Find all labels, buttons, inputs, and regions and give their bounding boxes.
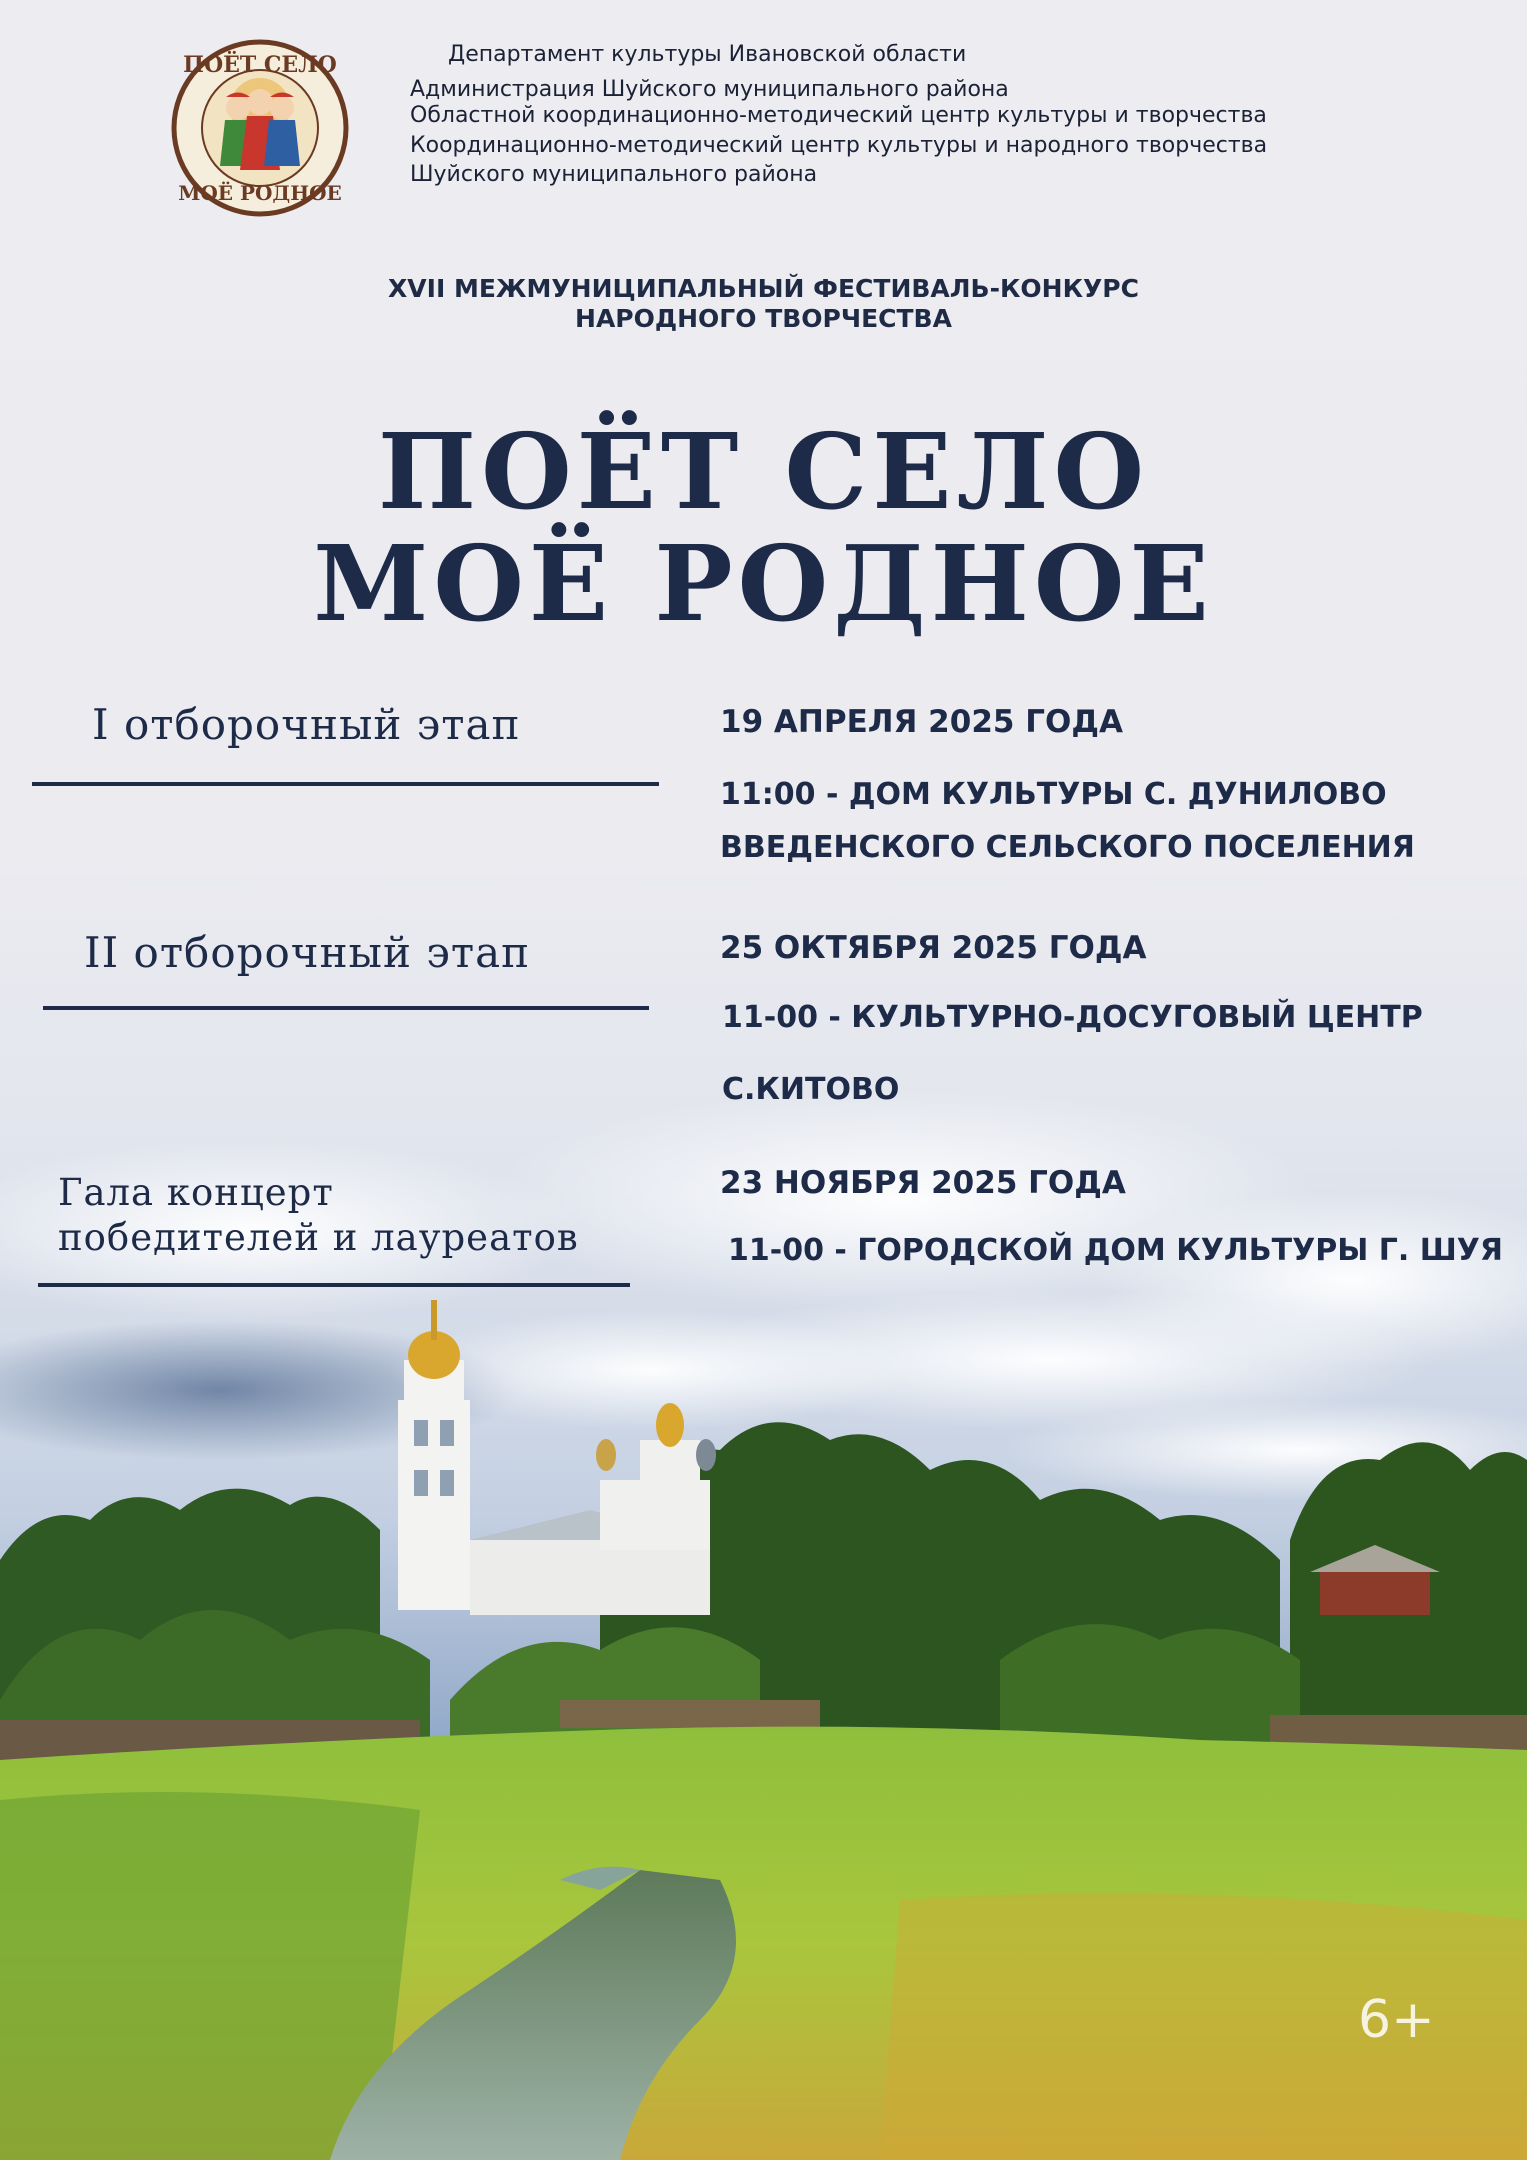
logo-text-top: ПОЁТ СЕЛО <box>183 52 337 78</box>
festival-heading-line1: XVII МЕЖМУНИЦИПАЛЬНЫЙ ФЕСТИВАЛЬ-КОНКУРС <box>388 274 1139 303</box>
age-rating: 6+ <box>1358 1990 1435 2050</box>
organizer-line: Областной координационно-методический центр культуры и творчества <box>410 103 1267 128</box>
stage-1-name: I отборочный этап <box>92 700 521 749</box>
stage-1-date: 19 АПРЕЛЯ 2025 ГОДА <box>720 704 1123 740</box>
gala-date: 23 НОЯБРЯ 2025 ГОДА <box>720 1165 1126 1201</box>
main-title-line2: МОЁ РОДНОЕ <box>313 522 1214 645</box>
stage-2-venue-line2: С.КИТОВО <box>722 1072 900 1107</box>
logo-text-bottom: МОЁ РОДНОЕ <box>178 181 342 205</box>
gala-venue: 11-00 - ГОРОДСКОЙ ДОМ КУЛЬТУРЫ Г. ШУЯ <box>728 1233 1504 1268</box>
gala-name-line1: Гала концерт <box>58 1171 334 1214</box>
organizer-line: Департамент культуры Ивановской области <box>448 42 967 67</box>
main-title-line1: ПОЁТ СЕЛО <box>377 410 1150 533</box>
festival-logo <box>170 38 350 218</box>
stage-1-divider <box>32 782 659 786</box>
festival-heading-line2: НАРОДНОГО ТВОРЧЕСТВА <box>575 304 952 333</box>
stage-2-venue-line1: 11-00 - КУЛЬТУРНО-ДОСУГОВЫЙ ЦЕНТР <box>722 1000 1423 1035</box>
stage-2-divider <box>43 1006 649 1010</box>
stage-2-name: II отборочный этап <box>84 928 531 977</box>
organizer-line: Администрация Шуйского муниципального района <box>410 77 1009 102</box>
gala-name-line2: победителей и лауреатов <box>58 1216 579 1259</box>
stage-1-venue-line2: ВВЕДЕНСКОГО СЕЛЬСКОГО ПОСЕЛЕНИЯ <box>720 830 1415 865</box>
organizer-line: Координационно-методический центр культуры и народного творчества <box>410 133 1268 158</box>
gala-divider <box>38 1283 630 1287</box>
stage-1-venue-line1: 11:00 - ДОМ КУЛЬТУРЫ С. ДУНИЛОВО <box>720 777 1387 812</box>
organizer-line: Шуйского муниципального района <box>410 162 818 187</box>
stage-2-date: 25 ОКТЯБРЯ 2025 ГОДА <box>720 930 1147 966</box>
